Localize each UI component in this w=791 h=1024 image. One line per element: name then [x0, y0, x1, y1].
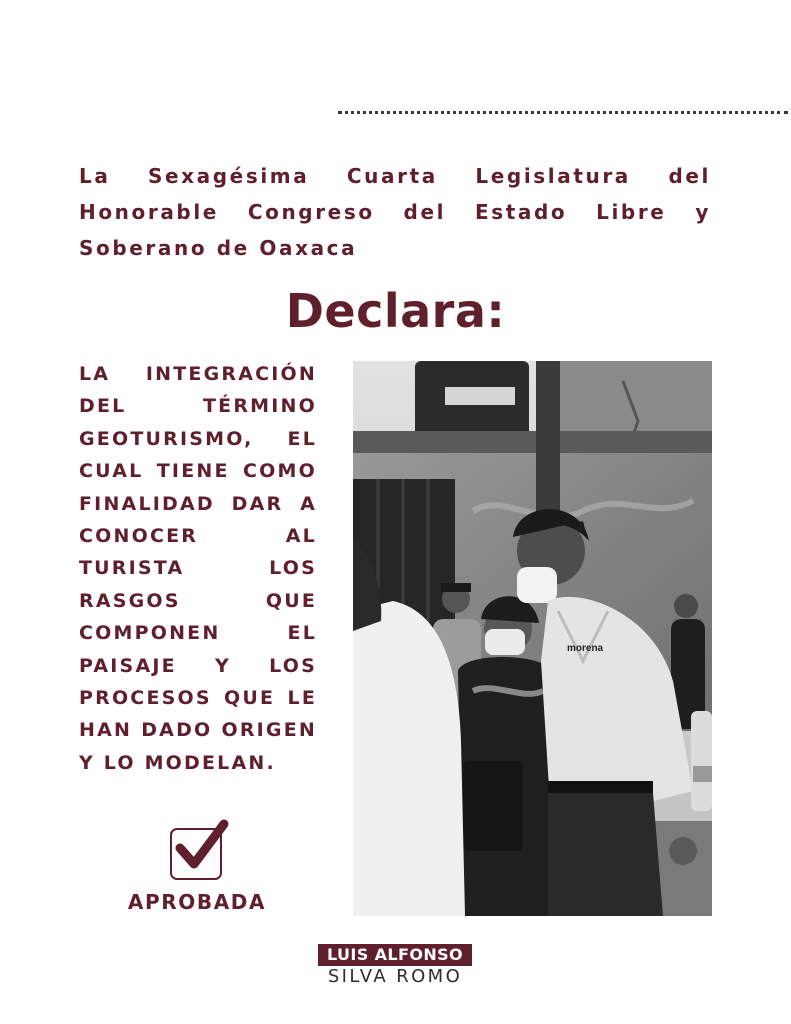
campaign-photo: [353, 361, 712, 916]
logo-name-first: LUIS ALFONSO: [318, 944, 472, 966]
checkbox-check-icon: [168, 818, 232, 880]
shirt-logo: morena: [567, 643, 604, 654]
photo-illustration: [353, 361, 712, 916]
declaration-body: LA INTEGRACIÓN DEL TÉRMINO GEOTURISMO, EL CUAL TIENE COMO FINALIDAD DAR A CONOCER AL TURISTA LOS RASGOS QUE COMPONEN EL PAISAJE Y LOS PROCESOS QUE LE HAN DADO ORIGEN Y LO MODELAN.: [79, 363, 317, 774]
heading-declara: Declara:: [285, 284, 506, 338]
dotted-divider: [338, 111, 788, 114]
logo-name-last: SILVA ROMO: [327, 966, 463, 987]
intro-text: La Sexagésima Cuarta Legislatura del Honorable Congreso del Estado Libre y Soberano de Oaxaca: [79, 164, 711, 260]
status-label: APROBADA: [127, 890, 267, 914]
